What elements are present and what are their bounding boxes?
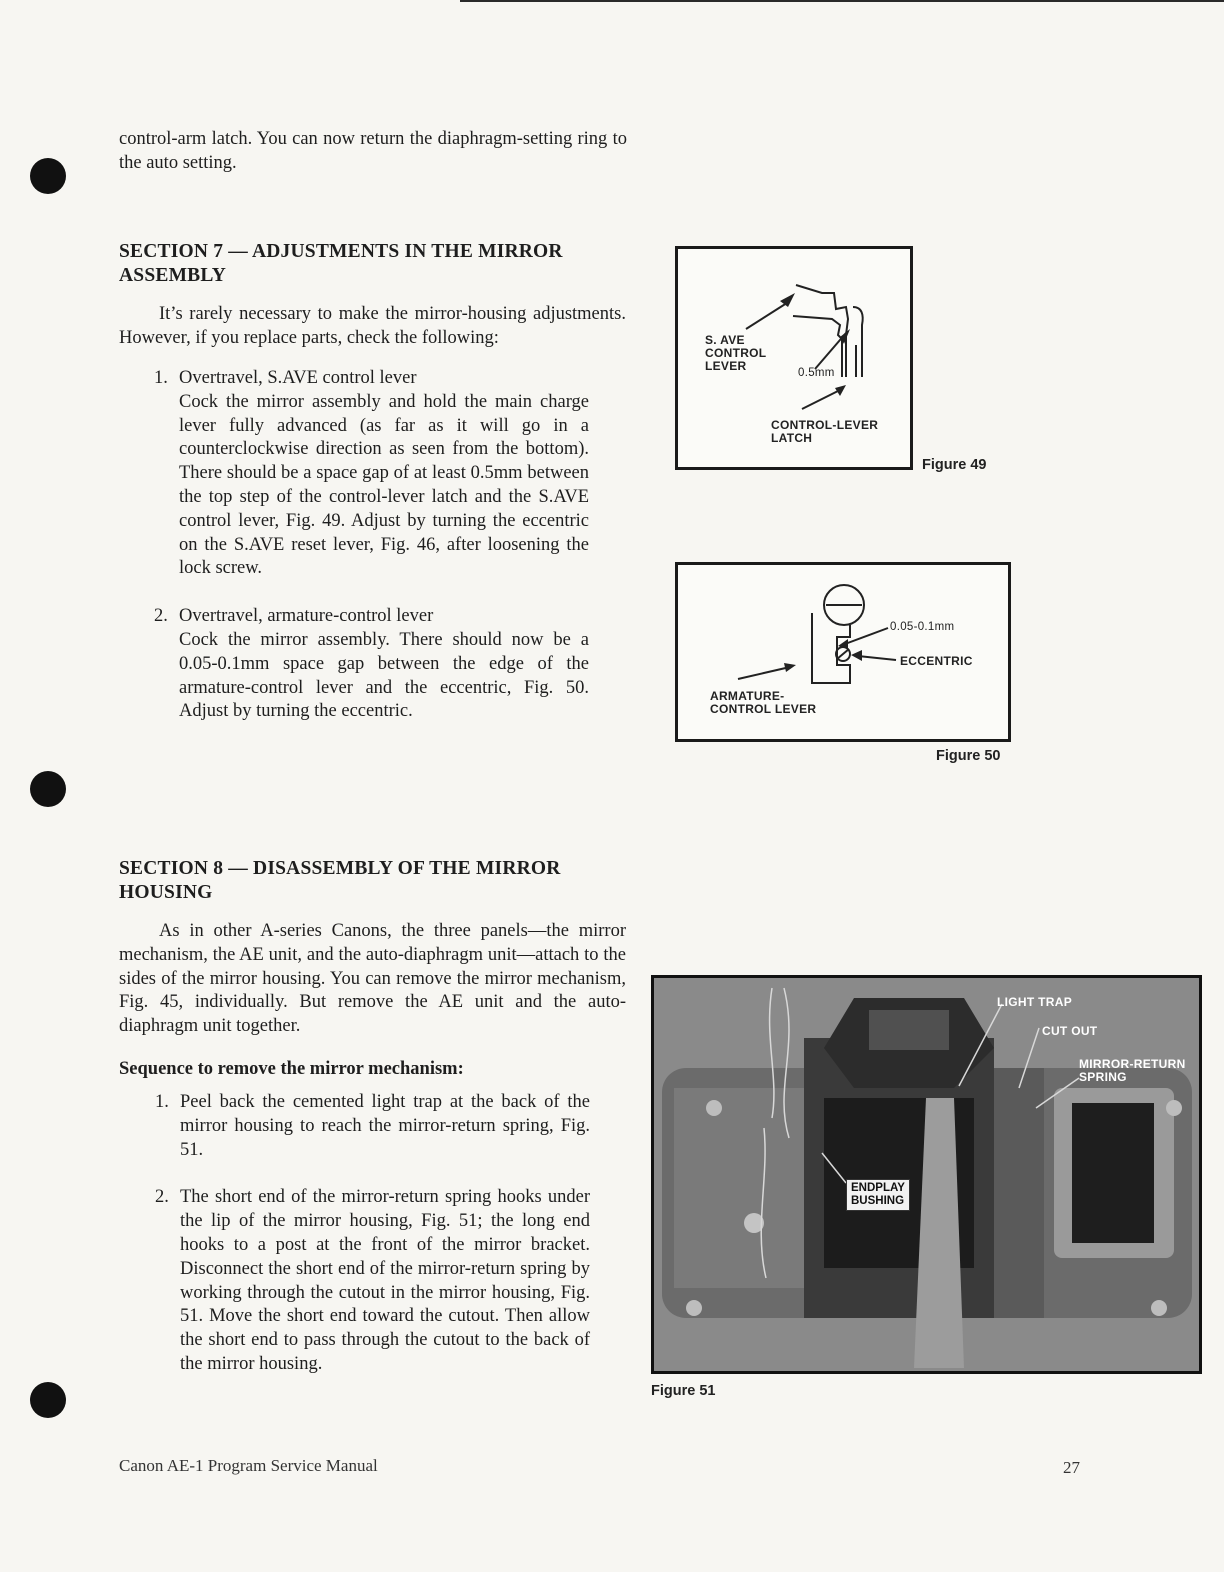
section-8-heading: SECTION 8 — DISASSEMBLY OF THE MIRROR HOUSING <box>119 858 561 903</box>
section-7-intro: It’s rarely necessary to make the mirror-housing adjustments. However, if you replace parts, check the following: <box>119 304 626 348</box>
figure-51-caption: Figure 51 <box>651 1383 716 1399</box>
list-item: 2. The short end of the mirror-return spring hooks under the lip of the mirror housing, Fig. 51; the long end hooks to a post at the front of the mirror bracket. Disconnect the short end of the mirror-return spring by working through the cutout in the mirror housing, Fig. 51. Move the short end toward the cutout. Then allow the short end to pass through the cutout to the back of the mirror housing. <box>180 1186 590 1376</box>
section-8-steps <box>155 1091 590 1377</box>
page-number: 27 <box>1063 1458 1080 1477</box>
item-body: Cock the mirror assembly. There should now be a 0.05-0.1mm space gap between the edge of the armature-control lever and the eccentric, Fig. 50. Adjust by turning the eccentric. <box>179 629 589 722</box>
intro-paragraph: control-arm latch. You can now return the diaphragm-setting ring to the auto setting. <box>119 129 627 173</box>
figure-50 <box>675 562 1011 742</box>
section-7-heading: SECTION 7 — ADJUSTMENTS IN THE MIRROR ASSEMBLY <box>119 241 563 286</box>
section-8-intro: As in other A-series Canons, the three panels—the mirror mechanism, the AE unit, and the auto-diaphragm unit—attach to the sides of the mirror housing. You can remove the mirror mechanism, Fig. 45, individually. But remove the AE unit and the auto-diaphragm unit together. <box>119 921 626 1037</box>
figure-49 <box>675 246 913 470</box>
figure-51-bushing-label: ENDPLAY BUSHING <box>846 1179 910 1211</box>
figure-49-lever-label: S. AVE CONTROL LEVER <box>705 333 767 373</box>
figure-51-spring-label: MIRROR-RETURN SPRING <box>1079 1057 1186 1084</box>
item-title: Overtravel, armature-control lever <box>179 606 434 627</box>
figure-50-lever-label: ARMATURE- CONTROL LEVER <box>710 689 817 716</box>
figure-50-eccentric-label: ECCENTRIC <box>900 654 973 668</box>
binder-hole-middle <box>30 771 66 807</box>
top-rule <box>460 0 1224 2</box>
section-8-subheading: Sequence to remove the mirror mechanism: <box>119 1059 464 1079</box>
section-7-list <box>154 367 589 724</box>
figure-51-cut-out-label: CUT OUT <box>1042 1024 1098 1038</box>
footer-title: Canon AE-1 Program Service Manual <box>119 1456 378 1475</box>
step-text: Peel back the cemented light trap at the back of the mirror housing to reach the mirror-return spring, Fig. 51. <box>180 1092 590 1160</box>
figure-51-drawing <box>654 978 1199 1371</box>
figure-50-caption: Figure 50 <box>936 748 1001 764</box>
figure-49-latch-label: CONTROL-LEVER LATCH <box>771 418 879 445</box>
step-text: The short end of the mirror-return spring hooks under the lip of the mirror housing, Fig. 51; the long end hooks to a post at the front of the mirror bracket. Disconnect the short end of the mirror-return spring by working through the cutout in the mirror housing, Fig. 51. Move the short end toward the cutout. Then allow the short end to pass through the cutout to the back of the mirror housing. <box>180 1187 590 1374</box>
figure-51-light-trap-label: LIGHT TRAP <box>997 995 1072 1009</box>
figure-51-photo <box>651 975 1202 1374</box>
binder-hole-top <box>30 158 66 194</box>
binder-hole-bottom <box>30 1382 66 1418</box>
list-item: 1. Peel back the cemented light trap at the back of the mirror housing to reach the mirror-return spring, Fig. 51. <box>180 1091 590 1162</box>
item-body: Cock the mirror assembly and hold the main charge lever fully advanced (as far as it will go in a counterclockwise direction as seen from the bottom). There should be a space gap of at least 0.5mm between the top step of the control-lever latch and the S.AVE control lever, Fig. 49. Adjust by turning the eccentric on the S.AVE reset lever, Fig. 46, after loosening the lock screw. <box>179 391 589 579</box>
figure-50-gap-label: 0.05-0.1mm <box>890 621 955 633</box>
list-item: 1. Overtravel, S.AVE control lever Cock the mirror assembly and hold the main charge lever fully advanced (as far as it will go in a counterclockwise direction as seen from the bottom). There should be a space gap of at least 0.5mm between the top step of the control-lever latch and the S.AVE control lever, Fig. 49. Adjust by turning the eccentric on the S.AVE reset lever, Fig. 46, after loosening the lock screw. <box>179 367 589 581</box>
figure-49-caption: Figure 49 <box>922 457 987 473</box>
figure-49-gap-label: 0.5mm <box>798 367 835 379</box>
item-title: Overtravel, S.AVE control lever <box>179 368 417 388</box>
list-item: 2. Overtravel, armature-control lever Cock the mirror assembly. There should now be a 0.05-0.1mm space gap between the edge of the armature-control lever and the eccentric, Fig. 50. Adjust by turning the eccentric. <box>179 605 589 724</box>
